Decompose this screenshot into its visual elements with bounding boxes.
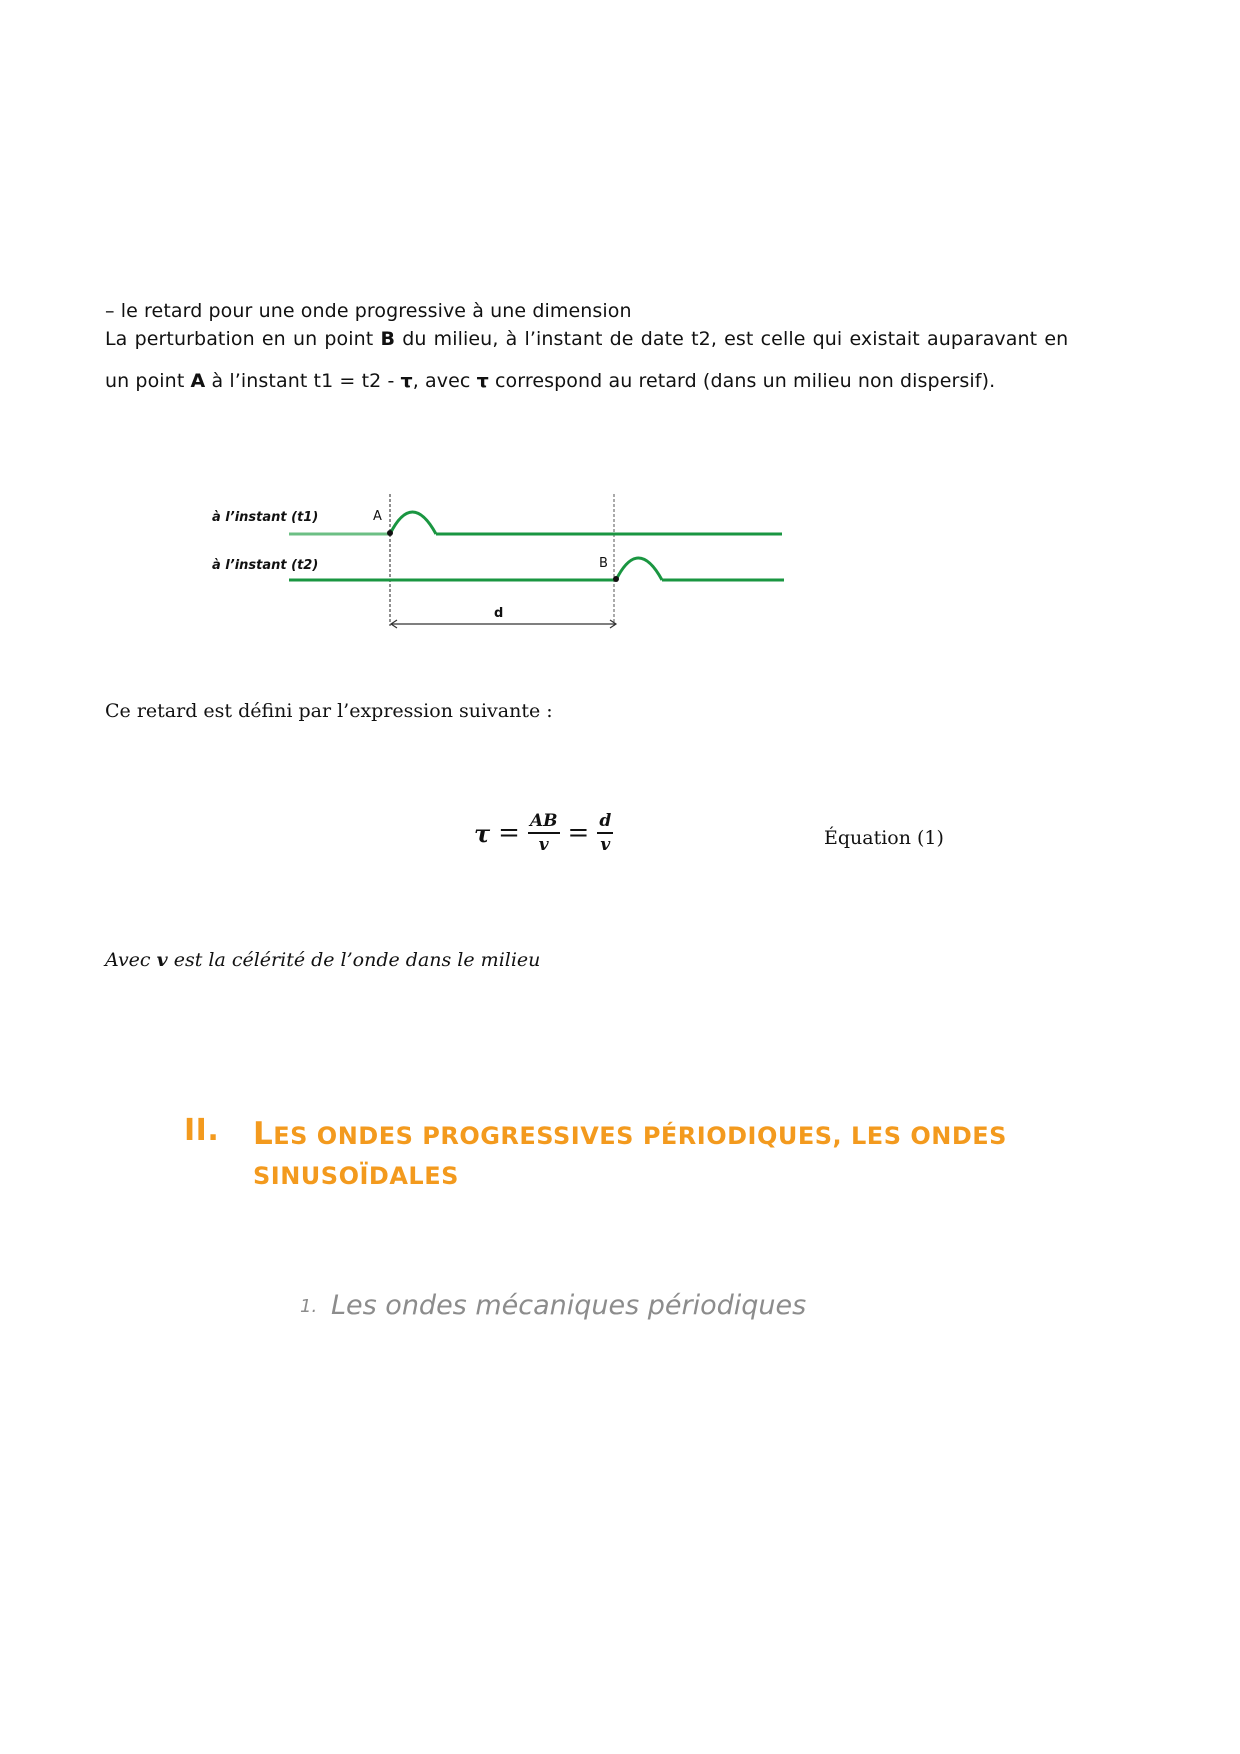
point-b-bold: B: [380, 328, 396, 350]
section-title-initial: L: [253, 1116, 274, 1152]
intro-line-1-text: – le retard pour une onde progressive à une dimension: [105, 300, 632, 322]
pulse-t2: [616, 558, 662, 580]
subsection-number: 1.: [300, 1296, 318, 1317]
intro-line-2-pre: La perturbation en un point: [105, 328, 381, 350]
section-number: II.: [184, 1113, 220, 1148]
fraction-d-over-v: [597, 812, 613, 854]
label-t1: à l’instant (t1): [212, 510, 319, 525]
section-title-rest: ES ONDES PROGRESSIVES PÉRIODIQUES, LES ONDES: [273, 1122, 1007, 1150]
subsection-title: Les ondes mécaniques périodiques: [331, 1290, 807, 1321]
point-a-dot: [387, 530, 393, 536]
definition-text: Ce retard est défini par l’expression suivante :: [105, 700, 553, 722]
equals-sign: =: [567, 818, 590, 849]
intro-line-3-mid2: , avec: [412, 370, 477, 392]
fraction-denominator: v: [600, 834, 611, 855]
section-title-line-2: SINUSOÏDALES: [253, 1162, 459, 1190]
velocity-note: [105, 949, 540, 971]
equation-tau: τ: [474, 818, 491, 848]
velocity-symbol: v: [156, 949, 168, 971]
equation-1: [474, 812, 613, 854]
fraction-numerator: d: [597, 812, 613, 834]
distance-label: d: [494, 606, 504, 621]
intro-line-3-mid1: à l’instant t1 = t2 -: [205, 370, 401, 392]
intro-line-3-post: correspond au retard (dans un milieu non dispersif).: [488, 370, 996, 392]
pulse-t1: [390, 512, 436, 534]
wave-delay-diagram: [0, 0, 1240, 700]
fraction-numerator: AB: [528, 812, 560, 834]
equals-sign: =: [498, 818, 520, 849]
point-b-label: B: [599, 556, 608, 571]
fraction-ab-over-v: [528, 812, 560, 854]
tau-symbol: τ: [400, 370, 413, 392]
point-b-dot: [613, 576, 619, 582]
equation-label: Équation (1): [824, 827, 944, 849]
tau-symbol: τ: [476, 370, 489, 392]
note-pre: Avec: [105, 949, 157, 971]
wave-diagram-svg: [0, 0, 1240, 700]
intro-line-2-post: du milieu, à l’instant de date t2, est celle qui existait auparavant en: [395, 328, 1069, 350]
intro-line-3-pre: un point: [105, 370, 191, 392]
point-a-label: A: [373, 509, 382, 524]
point-a-bold: A: [190, 370, 206, 392]
section-title-line-1: [253, 1116, 1007, 1152]
label-t2: à l’instant (t2): [212, 558, 319, 573]
note-post: est la célérité de l’onde dans le milieu: [167, 949, 541, 971]
fraction-denominator: v: [538, 834, 549, 855]
